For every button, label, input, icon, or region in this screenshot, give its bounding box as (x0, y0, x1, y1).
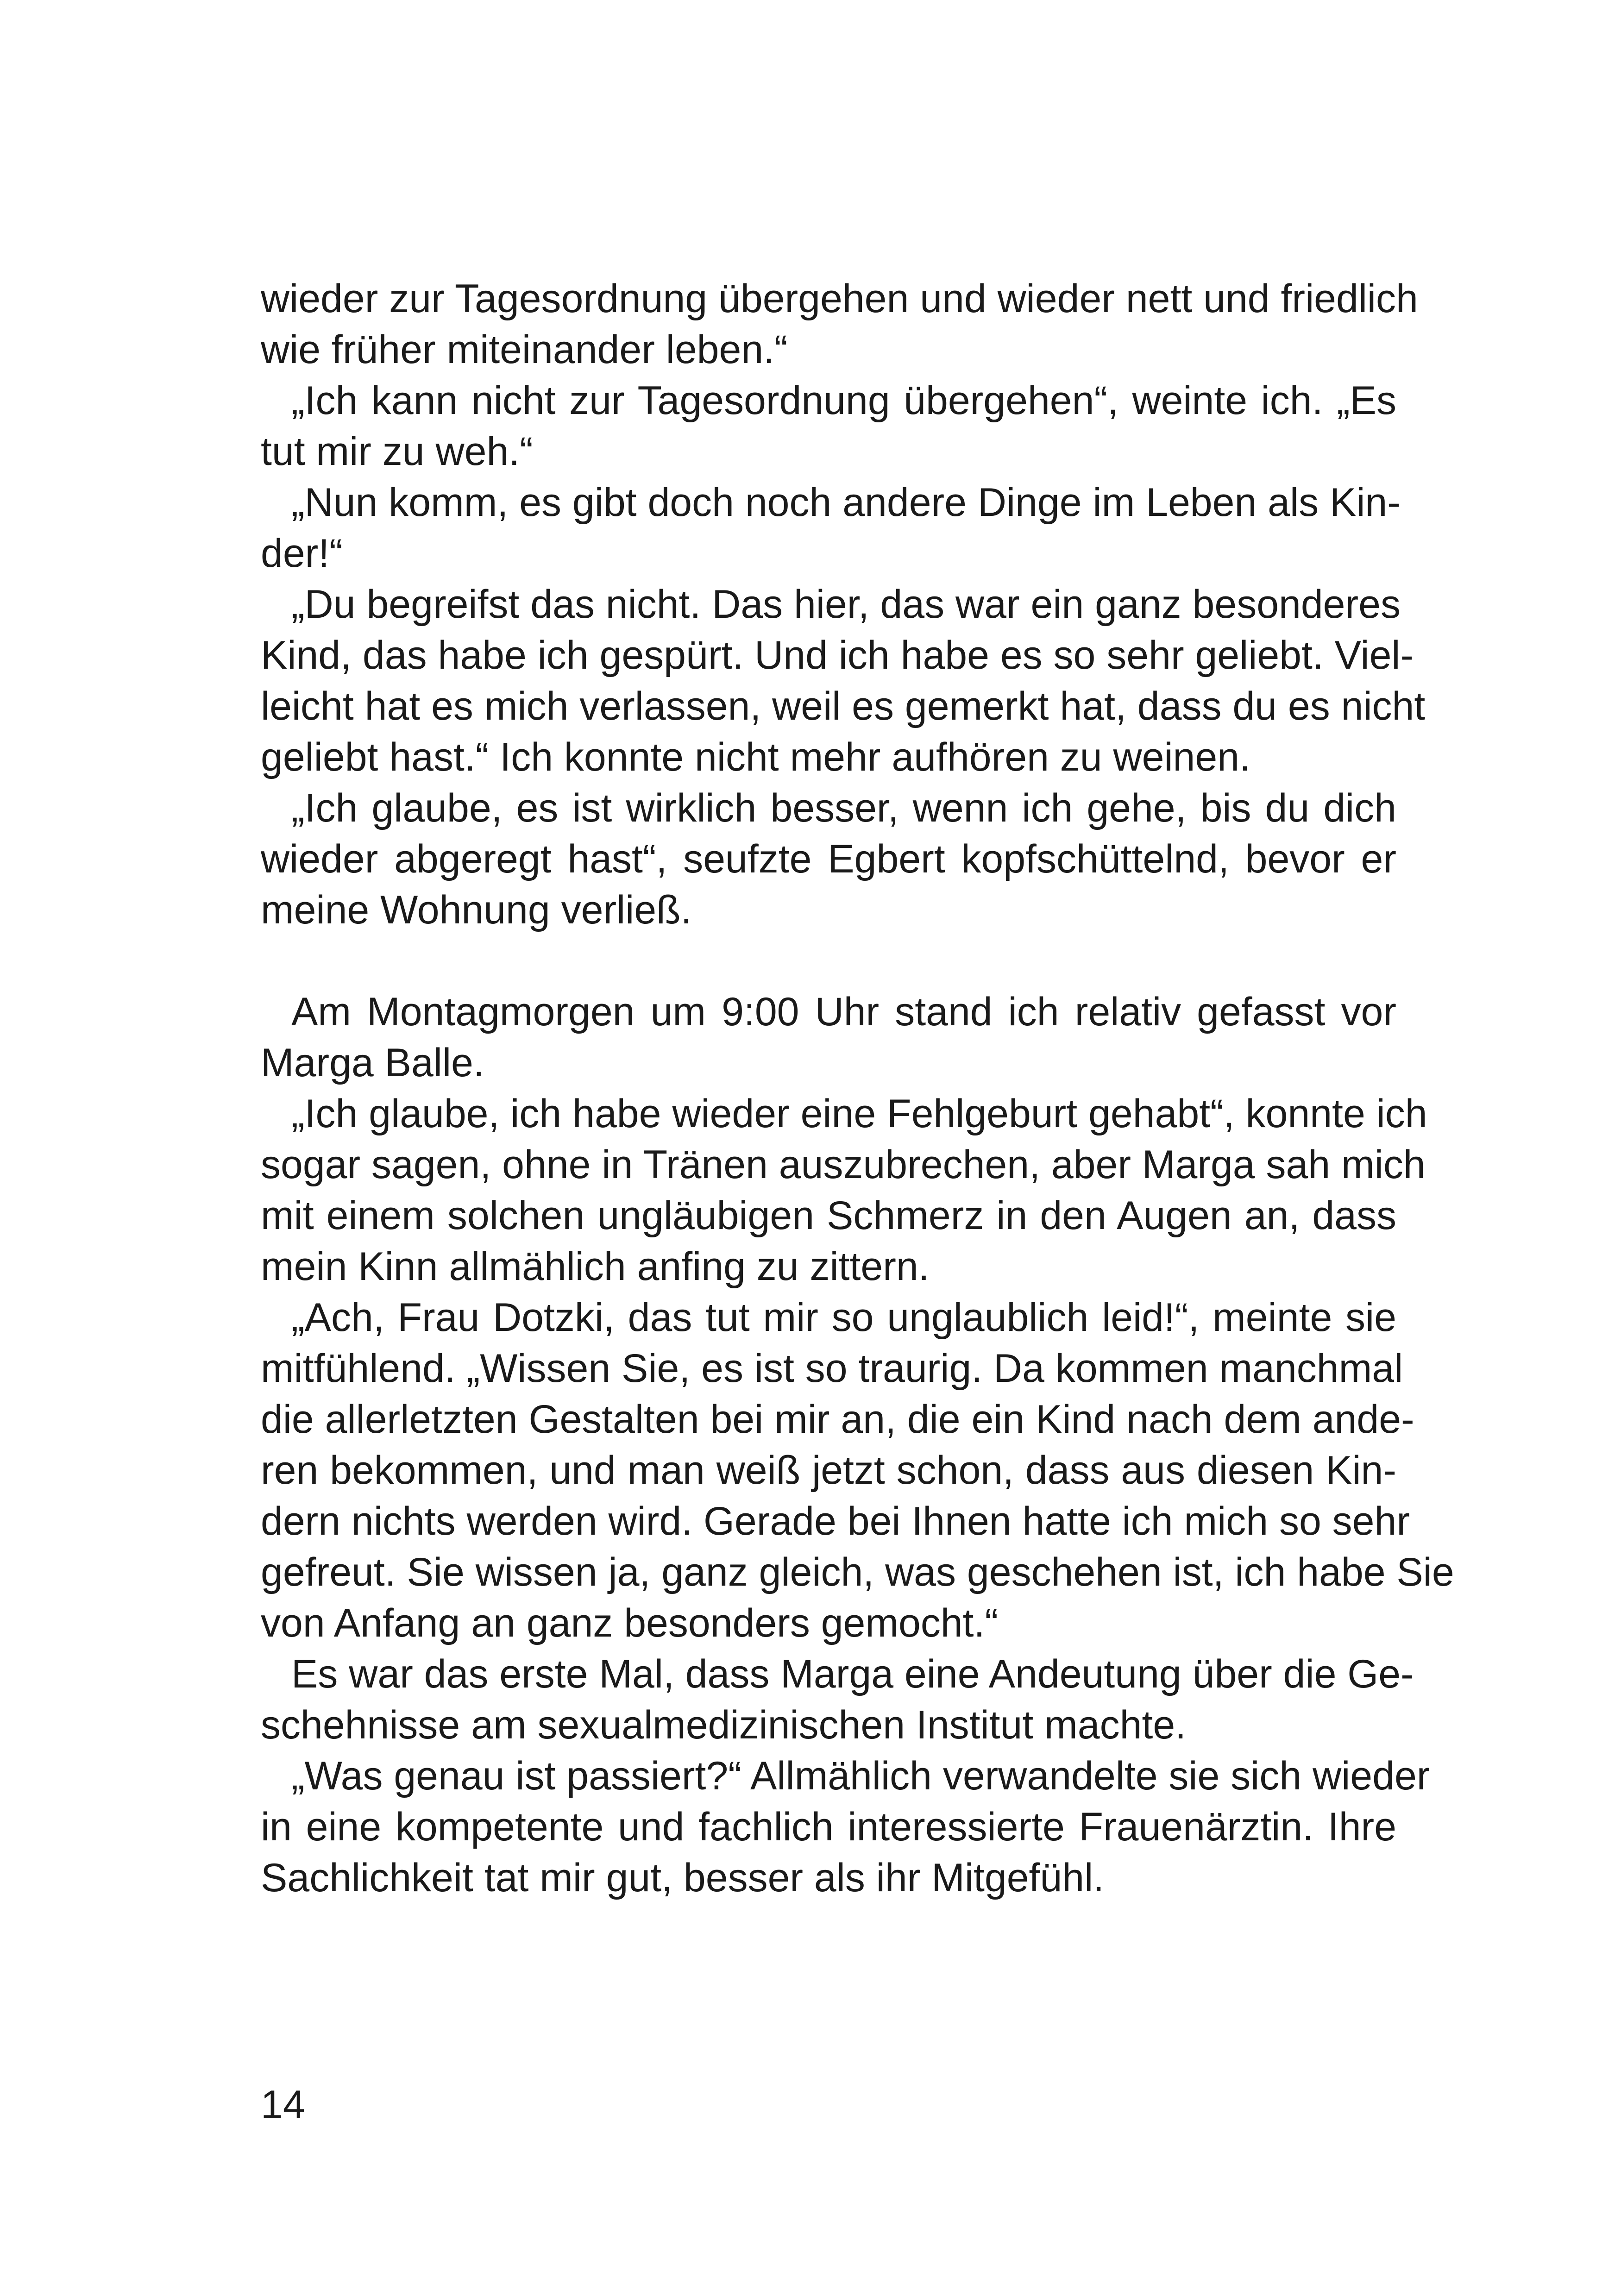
text-line: „Ach, Frau Dotzki, das tut mir so unglaublich leid!“, meinte sie (291, 1295, 1396, 1340)
text-line: der!“ (261, 531, 343, 576)
text-line: „Ich glaube, es ist wirklich besser, wenn ich gehe, bis du dich (291, 786, 1396, 830)
text-line: die allerletzten Gestalten bei mir an, die ein Kind nach dem ande- (261, 1397, 1414, 1442)
text-line: Kind, das habe ich gespürt. Und ich habe es so sehr geliebt. Viel- (261, 633, 1414, 678)
text-line: ren bekommen, und man weiß jetzt schon, dass aus diesen Kin- (261, 1448, 1396, 1493)
text-line: meine Wohnung verließ. (261, 888, 692, 932)
text-line: „Ich glaube, ich habe wieder eine Fehlgeburt gehabt“, konnte ich (291, 1092, 1427, 1136)
text-line: Am Montagmorgen um 9:00 Uhr stand ich relativ gefasst vor (291, 990, 1396, 1034)
text-line: mein Kinn allmählich anfing zu zittern. (261, 1244, 930, 1289)
text-line: gefreut. Sie wissen ja, ganz gleich, was geschehen ist, ich habe Sie (261, 1550, 1454, 1594)
paragraph (261, 1750, 1430, 1903)
paragraph (261, 986, 1396, 1088)
text-line: „Nun komm, es gibt doch noch andere Dinge im Leben als Kin- (291, 480, 1401, 525)
text-line: Marga Balle. (261, 1041, 484, 1085)
text-line: sogar sagen, ohne in Tränen auszubrechen, aber Marga sah mich (261, 1142, 1426, 1187)
text-line: Es war das erste Mal, dass Marga eine Andeutung über die Ge- (291, 1652, 1414, 1696)
text-line: in eine kompetente und fachlich interessierte Frauenärztin. Ihre (261, 1805, 1396, 1849)
page-number: 14 (261, 2083, 305, 2127)
text-line: „Du begreifst das nicht. Das hier, das war ein ganz besonderes (291, 582, 1401, 627)
text-line: „Ich kann nicht zur Tagesordnung übergehen“, weinte ich. „Es (291, 378, 1396, 423)
text-line: von Anfang an ganz besonders gemocht.“ (261, 1601, 999, 1645)
paragraph (261, 1088, 1427, 1292)
text-line: Sachlichkeit tat mir gut, besser als ihr Mitgefühl. (261, 1856, 1105, 1900)
paragraph (261, 783, 1396, 935)
paragraph (261, 477, 1401, 579)
paragraph (261, 273, 1418, 375)
paragraph (261, 1292, 1454, 1649)
text-line: mitfühlend. „Wissen Sie, es ist so traurig. Da kommen manchmal (261, 1346, 1403, 1391)
body-text (261, 273, 1454, 1903)
paragraph (261, 579, 1426, 783)
text-line: geliebt hast.“ Ich konnte nicht mehr aufhören zu weinen. (261, 735, 1250, 779)
text-line: tut mir zu weh.“ (261, 429, 533, 474)
text-line: wieder abgeregt hast“, seufzte Egbert kopfschüttelnd, bevor er (261, 837, 1396, 881)
text-line: wieder zur Tagesordnung übergehen und wieder nett und friedlich (261, 276, 1418, 321)
text-line: mit einem solchen ungläubigen Schmerz in den Augen an, dass (261, 1193, 1396, 1238)
text-line: leicht hat es mich verlassen, weil es gemerkt hat, dass du es nicht (261, 684, 1426, 728)
text-line: schehnisse am sexualmedizinischen Institut machte. (261, 1703, 1187, 1747)
text-line: wie früher miteinander leben.“ (261, 327, 788, 372)
text-line: dern nichts werden wird. Gerade bei Ihnen hatte ich mich so sehr (261, 1499, 1410, 1543)
paragraph (261, 1649, 1414, 1750)
paragraph (261, 375, 1396, 477)
text-line: „Was genau ist passiert?“ Allmählich verwandelte sie sich wieder (291, 1754, 1430, 1798)
